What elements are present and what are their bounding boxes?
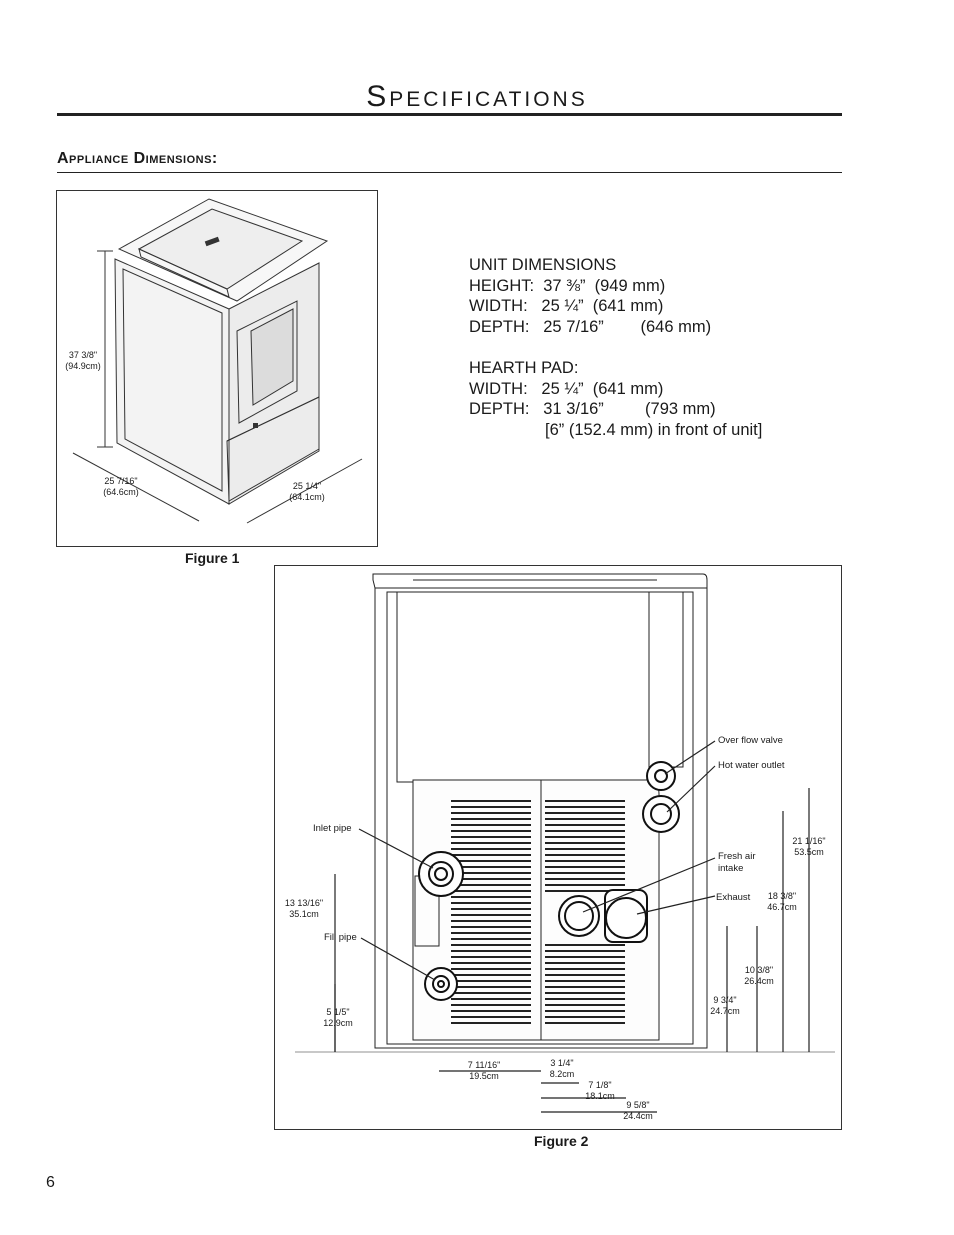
fig1-depth-dim [96,476,146,498]
dim-9-58-cm: 24.4cm [623,1111,653,1121]
dim-7-18-inches: 7 1/8" [588,1080,612,1090]
dim-21-inches: 21 1/16" [792,836,826,846]
hearth-depth: DEPTH: 31 3/16” (793 mm) [469,400,716,418]
fig1-width-dim [282,481,332,503]
fig1-width-inches: 25 1/4" [292,481,322,491]
unit-dimensions-heading: UNIT DIMENSIONS [469,256,617,274]
figure2-caption: Figure 2 [534,1133,589,1149]
hot-water-outlet-label: Hot water outlet [718,760,785,771]
dim-5-cm: 12.9cm [323,1018,353,1028]
fig1-height-inches: 37 3/8" [68,350,98,360]
unit-width: WIDTH: 25 ¼” (641 mm) [469,297,664,315]
fill-pipe-label: Fill pipe [324,932,357,943]
overflow-valve-label: Over flow valve [718,735,783,746]
hearth-note: [6” (152.4 mm) in front of unit] [545,421,763,439]
dim-9-34-cm: 24.7cm [710,1006,740,1016]
dim-3 [540,1058,584,1080]
dim-9-34 [700,995,750,1017]
unit-depth: DEPTH: 25 7/16” (646 mm) [469,318,712,336]
dim-5 [314,1007,362,1029]
dim-5-inches: 5 1/5" [326,1007,350,1017]
dim-10 [733,965,785,987]
dim-13-inches: 13 13/16" [284,898,324,908]
dim-10-cm: 26.4cm [744,976,774,986]
fig1-width-cm: (64.1cm) [289,492,325,502]
hearth-width: WIDTH: 25 ¼” (641 mm) [469,380,664,398]
dim-13-cm: 35.1cm [289,909,319,919]
fig1-depth-inches: 25 7/16" [104,476,138,486]
dim-7-11-cm: 19.5cm [469,1071,499,1081]
section-title: Appliance Dimensions: [57,150,218,167]
dim-7-18-cm: 18.1cm [585,1091,615,1101]
dim-7-11 [458,1060,510,1082]
dim-21-cm: 53.5cm [794,847,824,857]
exhaust-label: Exhaust [716,892,751,903]
dim-9-58 [616,1100,660,1122]
fig1-height-dim [58,350,108,372]
dim-18-inches: 18 3/8" [767,891,797,901]
dim-18-cm: 46.7cm [767,902,797,912]
hearth-pad-heading: HEARTH PAD: [469,359,579,377]
inlet-pipe-label: Inlet pipe [313,823,352,834]
title-rule [57,113,842,116]
dim-13 [280,898,328,920]
stove-rear-drawing [275,566,841,1129]
figure2-frame [274,565,842,1130]
unit-height: HEIGHT: 37 ⅜” (949 mm) [469,277,666,295]
fig1-depth-cm: (64.6cm) [103,487,139,497]
dim-18 [756,891,808,913]
fig1-height-cm: (94.9cm) [65,361,101,371]
dim-7-18 [578,1080,622,1102]
dim-3-inches: 3 1/4" [550,1058,574,1068]
fresh-air-intake-label: Fresh air intake [718,851,756,874]
dim-3-cm: 8.2cm [549,1069,575,1079]
page-number: 6 [46,1174,55,1191]
page-title: Specifications [366,80,588,113]
figure1-caption: Figure 1 [185,550,240,566]
dim-9-58-inches: 9 5/8" [626,1100,650,1110]
dim-21 [780,836,838,858]
dim-10-inches: 10 3/8" [744,965,774,975]
section-rule [57,172,842,173]
dim-7-11-inches: 7 11/16" [467,1060,501,1070]
dim-9-34-inches: 9 3/4" [713,995,737,1005]
